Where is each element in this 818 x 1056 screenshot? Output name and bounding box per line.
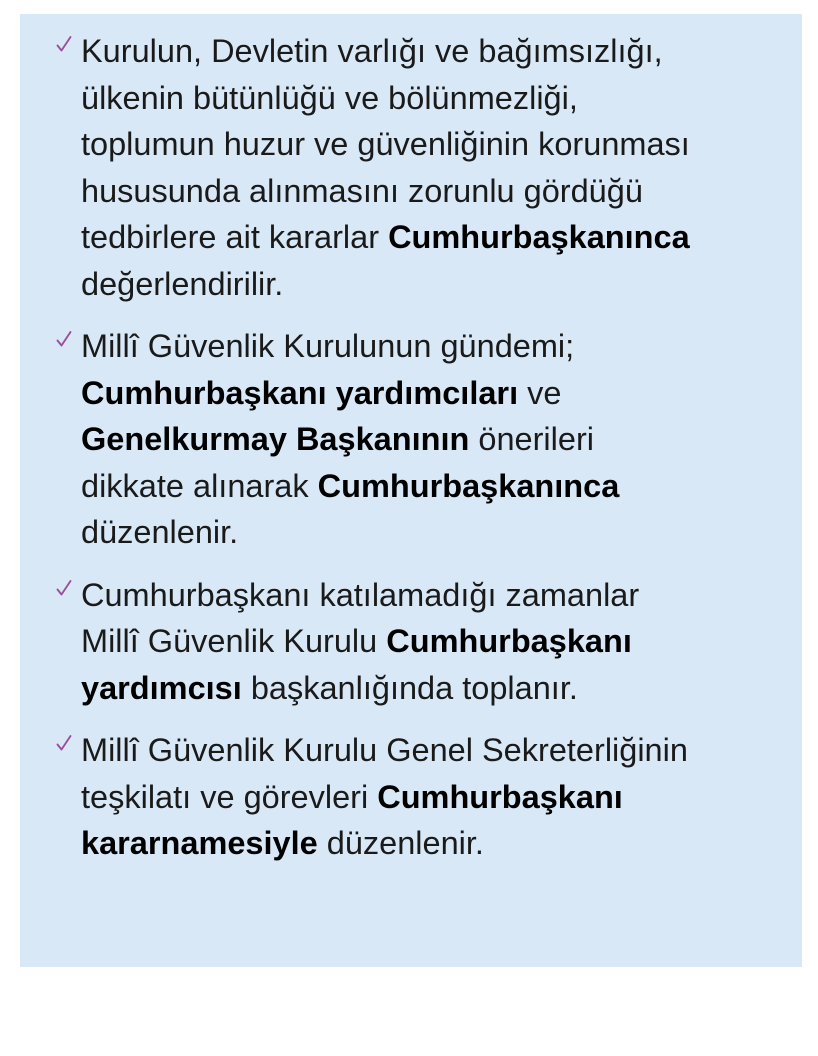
text-line	[81, 416, 792, 463]
text-line	[81, 820, 792, 867]
text-line	[81, 168, 792, 215]
text-segment: Millî Güvenlik Kurulu	[81, 623, 387, 659]
bold-text: Cumhurbaşkanı yardımcıları	[81, 374, 519, 411]
bold-text: Cumhurbaşkanınca	[388, 219, 690, 255]
text-segment: başkanlığında toplanır.	[241, 669, 578, 706]
text-segment: Millî Güvenlik Kurulu Genel Sekreterliğinin	[81, 732, 688, 768]
bold-text: kararnamesiyle	[81, 825, 318, 861]
text-line	[81, 618, 792, 665]
text-segment: Cumhurbaşkanı katılamadığı zamanlar	[81, 576, 640, 613]
text-line	[81, 121, 792, 168]
text-line	[81, 214, 792, 261]
text-line	[81, 323, 792, 370]
checkmark-icon	[56, 330, 72, 348]
text-segment: teşkilatı ve görevleri	[81, 778, 378, 815]
text-segment: toplumun huzur ve güvenliğinin korunması	[81, 126, 690, 162]
text-segment: dikkate alınarak	[81, 467, 318, 504]
info-panel	[20, 14, 802, 967]
text-line	[81, 774, 792, 821]
bullet-list	[20, 14, 802, 867]
list-item	[20, 28, 802, 307]
list-item	[20, 572, 802, 712]
bold-text: yardımcısı	[81, 669, 242, 706]
text-line	[81, 75, 792, 122]
checkmark-icon	[56, 35, 72, 53]
text-line	[81, 509, 792, 556]
bold-text: Cumhurbaşkanı	[386, 623, 632, 659]
text-line	[81, 727, 792, 774]
text-line	[81, 261, 792, 308]
bold-text: Cumhurbaşkanı	[377, 778, 623, 815]
text-line	[81, 370, 792, 417]
text-segment: değerlendirilir.	[81, 265, 284, 302]
text-line	[81, 28, 792, 75]
text-line	[81, 665, 792, 712]
text-segment: ve	[518, 374, 562, 411]
text-segment: Kurulun, Devletin varlığı ve bağımsızlığı,	[81, 33, 663, 69]
text-segment: hususunda alınmasını zorunlu gördüğü	[81, 172, 643, 209]
text-line	[81, 572, 792, 619]
text-segment: ülkenin bütünlüğü ve bölünmezliği,	[81, 79, 578, 116]
checkmark-icon	[56, 734, 72, 752]
text-segment: düzenlenir.	[317, 825, 484, 861]
list-item	[20, 323, 802, 556]
checkmark-icon	[56, 579, 72, 597]
text-segment: Millî Güvenlik Kurulunun gündemi;	[81, 328, 575, 364]
text-segment: önerileri	[469, 421, 594, 457]
text-segment: düzenlenir.	[81, 514, 239, 550]
bold-text: Cumhurbaşkanınca	[317, 467, 620, 504]
bold-text: Genelkurmay Başkanının	[81, 421, 470, 457]
text-segment: tedbirlere ait kararlar	[81, 219, 389, 255]
list-item	[20, 727, 802, 867]
text-line	[81, 463, 792, 510]
